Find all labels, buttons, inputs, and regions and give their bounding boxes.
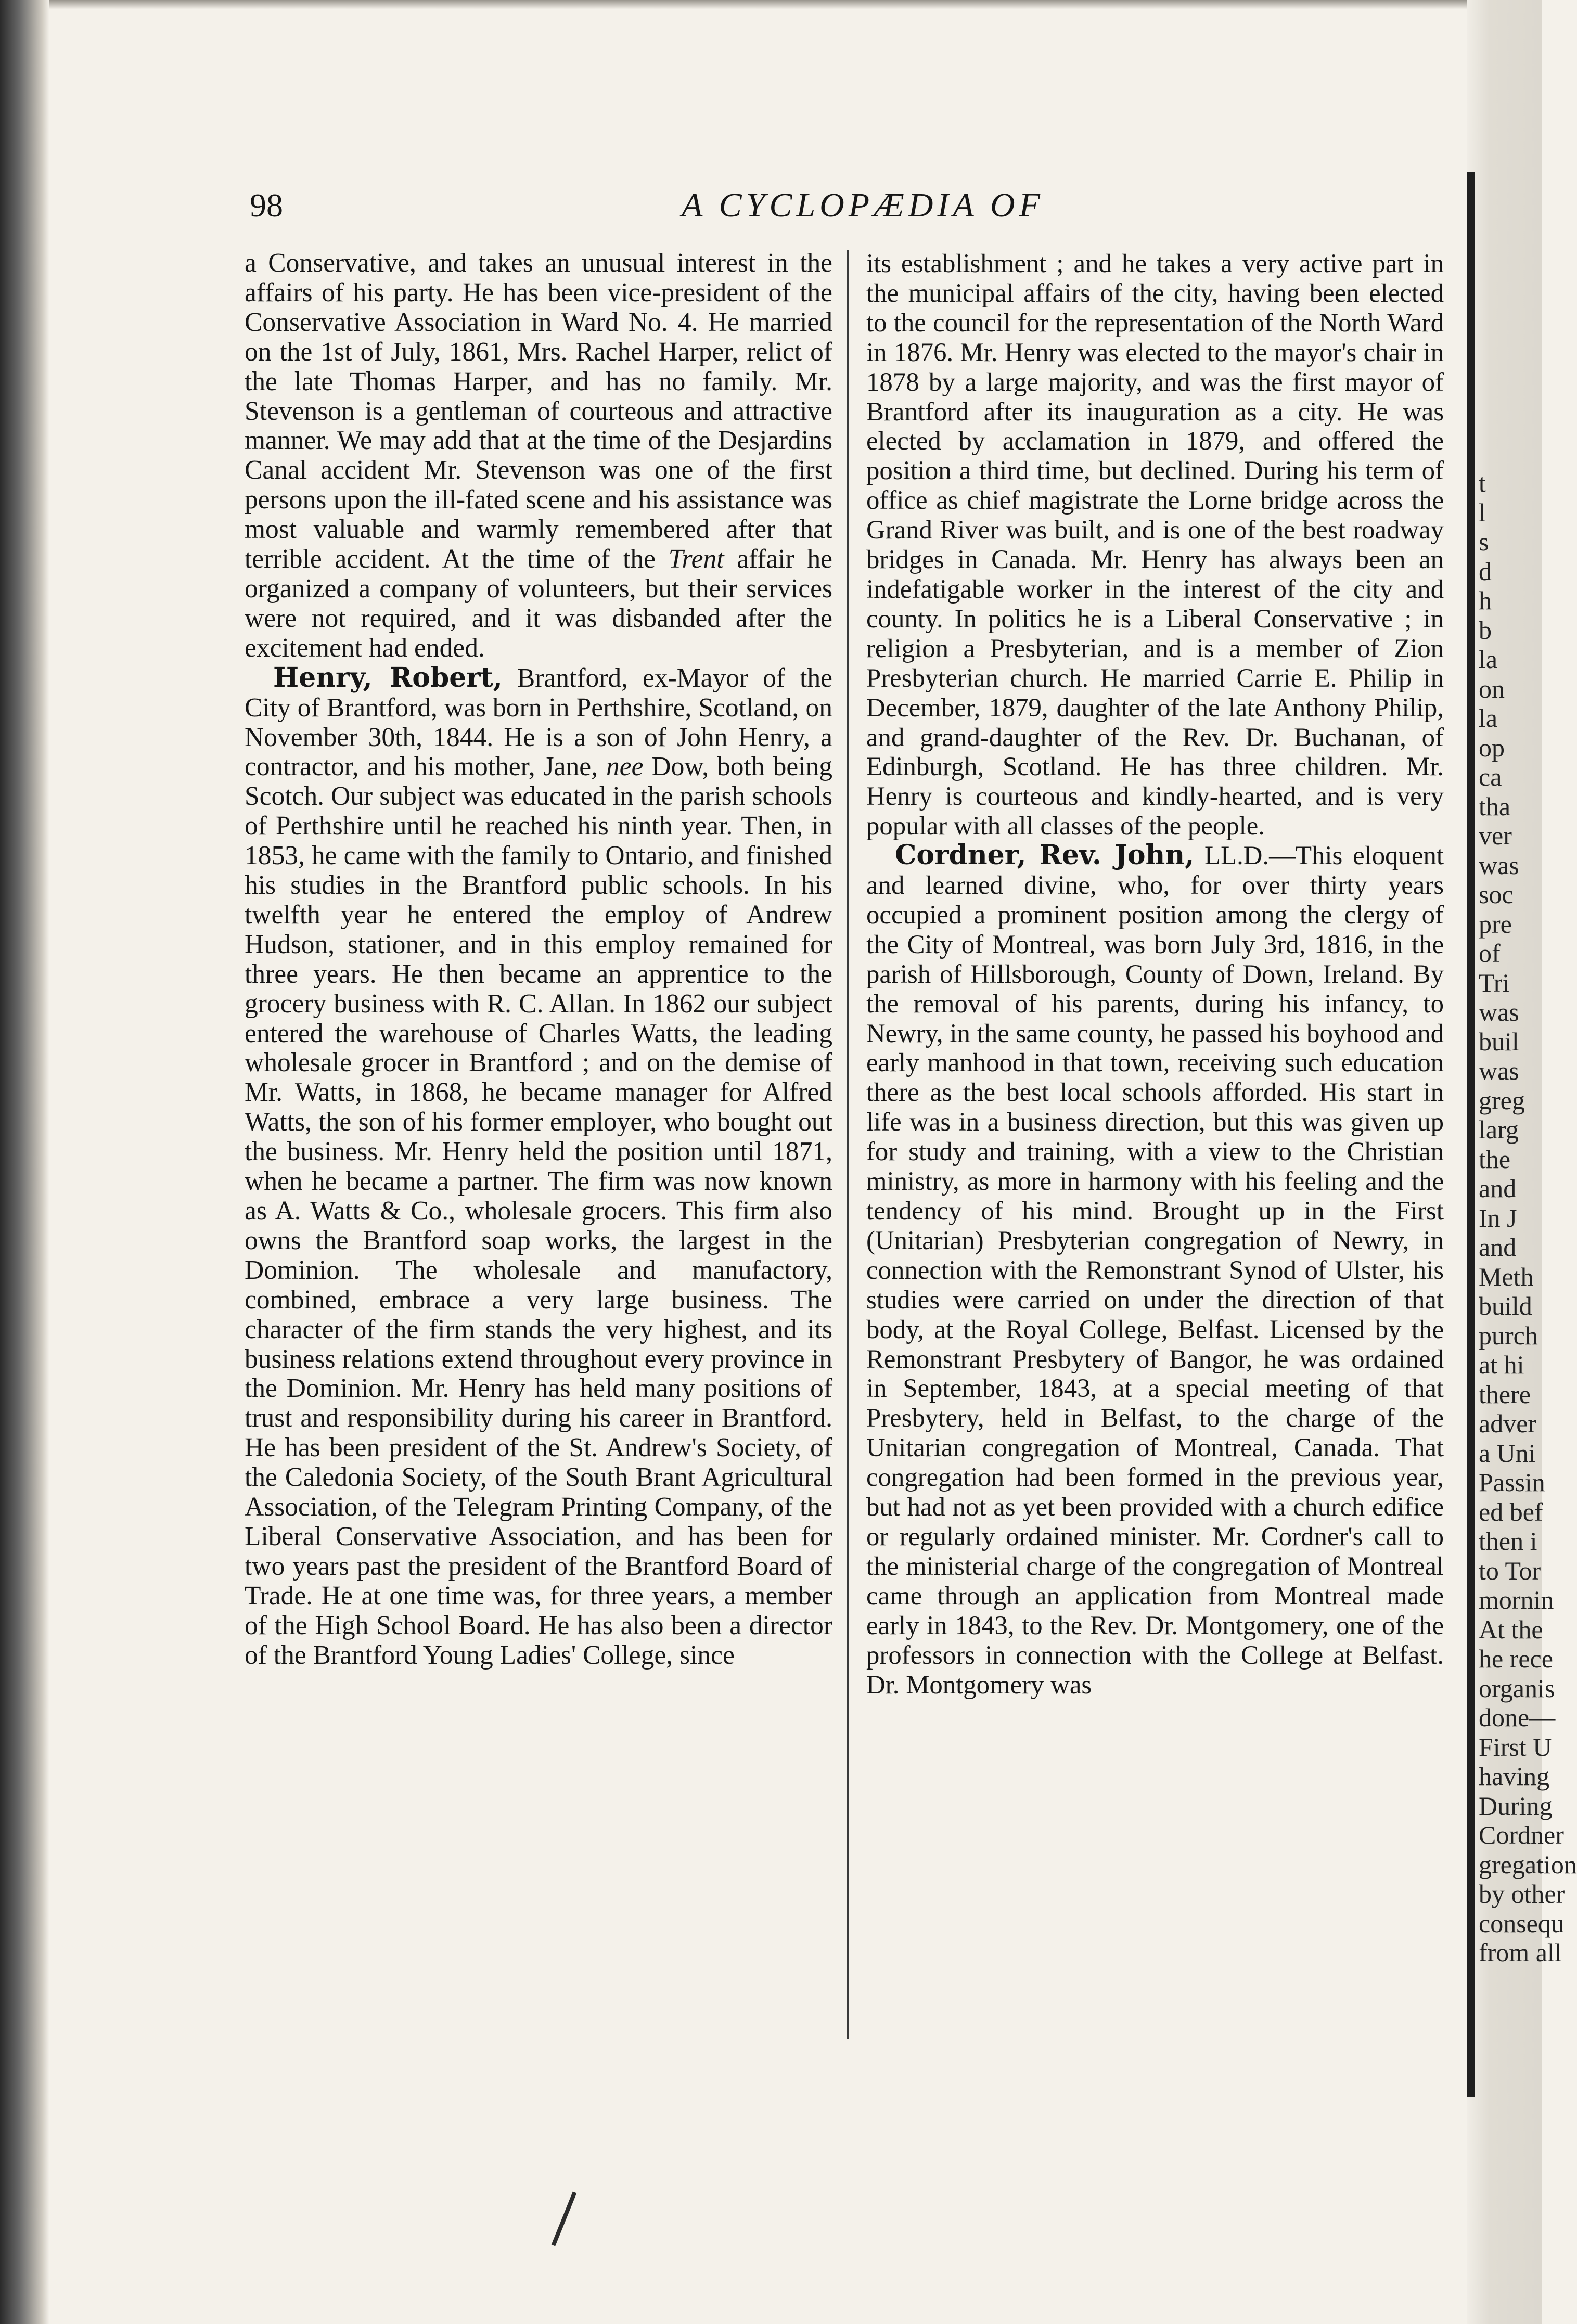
facing-page-fragment: adver: [1479, 1409, 1537, 1438]
facing-page-fragment: First U: [1479, 1732, 1552, 1762]
facing-page-fragment: build: [1479, 1291, 1532, 1320]
facing-page-fragment: organis: [1479, 1673, 1555, 1703]
facing-page-fragment: b: [1479, 615, 1492, 645]
entry-henry-robert: [245, 663, 832, 1671]
facing-page-fragment: larg: [1479, 1115, 1519, 1144]
facing-page-fragment: la: [1479, 703, 1498, 733]
facing-page-fragment: At the: [1479, 1614, 1543, 1644]
facing-page-fragment: Meth: [1479, 1262, 1534, 1291]
facing-page-fragment: he rece: [1479, 1644, 1553, 1673]
page-number: 98: [250, 187, 283, 224]
stray-pen-mark: [552, 2192, 577, 2246]
facing-page-fragment: from all: [1479, 1938, 1562, 1967]
left-column: [245, 249, 832, 2038]
facing-page-fragment: having: [1479, 1762, 1550, 1791]
henry-continuation-paragraph: its establishment ; and he takes a very active part in the municipal affairs of the city, having been elected to the council for the representation of the North Ward in 1876. Mr. Henry was elected to the mayor's chair in 1878 by a large majority, and was the first mayor of Brantford after its inauguration as a city. He was elected by acclamation in 1879, and offered the position a third time, but declined. During his term of office as chief magistrate the Lorne bridge across the Grand River was built, and is one of the best roadway bridges in Canada. Mr. Henry has always been an indefatigable worker in the interest of the city and county. In politics he is a Liberal Conservative ; in religion a Presbyterian, and is a member of Zion Presbyterian church. He married Carrie E. Philip in December, 1879, daughter of the late Anthony Philip, and grand-daughter of the Rev. Dr. Buchanan, of Edinburgh, Scotland. He has three children. Mr. Henry is courteous and kindly-hearted, and is very popular with all classes of the people.: [866, 249, 1444, 841]
facing-page-fragment: by other: [1479, 1879, 1565, 1908]
right-column: [866, 249, 1444, 2038]
facing-page-fragment: at hi: [1479, 1350, 1524, 1379]
page-top-edge: [0, 0, 1542, 9]
entry-text: Brantford, ex-Mayor of the City of Brantford, was born in Perthshire, Scotland, on November 30th, 1844. He is a son of John Henry, a contractor, and his mother, Jane,: [245, 663, 832, 782]
facing-page-fragment: the: [1479, 1144, 1511, 1174]
entry-name: Cordner, Rev. John,: [895, 839, 1195, 871]
facing-page-fragment: mornin: [1479, 1585, 1554, 1614]
running-head-title: A CYCLOPÆDIA OF: [682, 186, 1044, 224]
facing-page-text-fragments: [1479, 468, 1577, 1968]
facing-page-fragment: ca: [1479, 762, 1502, 791]
facing-page-fragment: done—: [1479, 1703, 1556, 1732]
facing-page-fragment: d: [1479, 556, 1492, 586]
book-binding-shadow: [0, 0, 49, 2324]
italic-term: nee: [606, 752, 644, 782]
facing-page-fragment: soc: [1479, 880, 1514, 909]
column-divider: [847, 250, 849, 2039]
facing-page-fragment: was: [1479, 997, 1519, 1026]
facing-page-fragment: a Uni: [1479, 1438, 1536, 1468]
facing-page-fragment: pre: [1479, 909, 1512, 939]
entry-name: Henry, Robert,: [273, 661, 503, 694]
facing-page-fragment: Cordner: [1479, 1820, 1564, 1850]
facing-page-fragment: ed bef: [1479, 1497, 1543, 1526]
facing-page-fragment: gregation: [1479, 1850, 1577, 1879]
facing-page-edge: [1467, 0, 1577, 2324]
facing-page-fragment: greg: [1479, 1085, 1525, 1115]
facing-page-fragment: was: [1479, 850, 1519, 880]
facing-page-fragment: Tri: [1479, 968, 1510, 997]
entry-cordner-john: [866, 841, 1444, 1699]
facing-page-fragment: then i: [1479, 1526, 1537, 1556]
facing-page-fragment: and: [1479, 1232, 1517, 1262]
italic-term: Trent: [668, 544, 724, 574]
facing-page-fragment: was: [1479, 1056, 1519, 1085]
paragraph-text: a Conservative, and takes an unusual interest in the affairs of his party. He has been vice-president of the Conservative Association in Ward No. 4. He married on the 1st of July, 1861, Mrs. Rachel Harper, relict of the late Thomas Harper, and has no family. Mr. Stevenson is a gentleman of courteous and attractive manner. We may add that at the time of the Desjardins Canal accident Mr. Stevenson was one of the first persons upon the ill-fated scene and his assistance was most valuable and warmly remembered after that terrible accident. At the time of the: [245, 248, 832, 574]
facing-page-fragment: consequ: [1479, 1908, 1564, 1938]
entry-text: LL.D.—This eloquent and learned divine, who, for over thirty years occupied a prominent position among the clergy of the City of Montreal, was born July 3rd, 1816, in the parish of Hillsborough, County of Down, Ireland. By the removal of his parents, during his infancy, to Newry, in the same county, he passed his boyhood and early manhood in that town, receiving such education there as the best local schools afforded. His start in life was in a business direction, but this was given up for study and training, with a view to the Christian ministry, as more in harmony with his feeling and the tendency of his mind. Brought up in the First (Unitarian) Presbyterian congregation of Newry, in connection with the Remonstrant Synod of Ulster, his studies were carried on under the direction of that body, at the Royal College, Belfast. Licensed by the Remonstrant Presbytery of Bangor, he was ordained in September, 1843, at a special meeting of that Presbytery, held in Belfast, to the charge of the Unitarian congregation of Montreal, Canada. That congregation had been formed in the previous year, but had not as yet been provided with a church edifice or regularly ordained minister. Mr. Cordner's call to the ministerial charge of the congregation of Montreal came through an application from Montreal made early in 1843, to the Rev. Dr. Montgomery, one of the professors in connection with the College at Belfast. Dr. Montgomery was: [866, 841, 1444, 1699]
facing-page-fragment: During: [1479, 1791, 1553, 1820]
facing-page-fragment: Passin: [1479, 1468, 1545, 1497]
facing-page-fragment: In J: [1479, 1203, 1517, 1232]
facing-page-fragment: s: [1479, 527, 1489, 556]
entry-text-continued: Dow, both being Scotch. Our subject was educated in the parish schools of Perthshire until he reached his ninth year. Then, in 1853, he came with the family to Ontario, and finished his studies in the Brantford public schools. In his twelfth year he entered the employ of Andrew Hudson, stationer, and in this employ remained for three years. He then became an apprentice to the grocery business with R. C. Allan. In 1862 our subject entered the warehouse of Charles Watts, the leading wholesale grocer in Brantford ; and on the demise of Mr. Watts, in 1868, he became manager for Alfred Watts, the son of his former employer, who bought out the business. Mr. Henry held the position until 1871, when he became a partner. The firm was now known as A. Watts & Co., wholesale grocers. This firm also owns the Brantford soap works, the largest in the Dominion. The wholesale and manufactory, combined, embrace a very large business. The character of the firm stands the very highest, and its business relations extend throughout every province in the Dominion. Mr. Henry has held many positions of trust and responsibility during his career in Brantford. He has been president of the St. Andrew's Society, of the Caledonia Society, of the South Brant Agricultural Association, of the Telegram Printing Company, of the Liberal Conservative Association, and has been for two years past the president of the Brantford Board of Trade. He at one time was, for three years, a member of the High School Board. He has also been a director of the Brantford Young Ladies' College, since: [245, 752, 832, 1670]
facing-page-fragment: and: [1479, 1174, 1517, 1203]
facing-page-fragment: h: [1479, 586, 1492, 615]
facing-page-fragment: on: [1479, 674, 1505, 703]
facing-page-fragment: op: [1479, 733, 1505, 762]
facing-page-fragment: to Tor: [1479, 1556, 1541, 1585]
facing-page-fragment: there: [1479, 1379, 1531, 1409]
facing-page-gutter: [1467, 172, 1475, 2097]
running-head: [250, 185, 1441, 226]
facing-page-fragment: buil: [1479, 1026, 1519, 1056]
facing-page-fragment: t: [1479, 468, 1486, 497]
stevenson-continuation-paragraph: [245, 249, 832, 663]
facing-page-fragment: of: [1479, 939, 1501, 968]
facing-page-fragment: ver: [1479, 821, 1512, 850]
facing-page-fragment: purch: [1479, 1320, 1538, 1350]
facing-page-fragment: la: [1479, 645, 1498, 674]
facing-page-fragment: l: [1479, 497, 1486, 527]
paragraph-text-end: affair he organized a company of volunteers, but their services were not required, and it was disbanded after the excitement had ended.: [245, 544, 833, 663]
facing-page-fragment: tha: [1479, 791, 1511, 821]
